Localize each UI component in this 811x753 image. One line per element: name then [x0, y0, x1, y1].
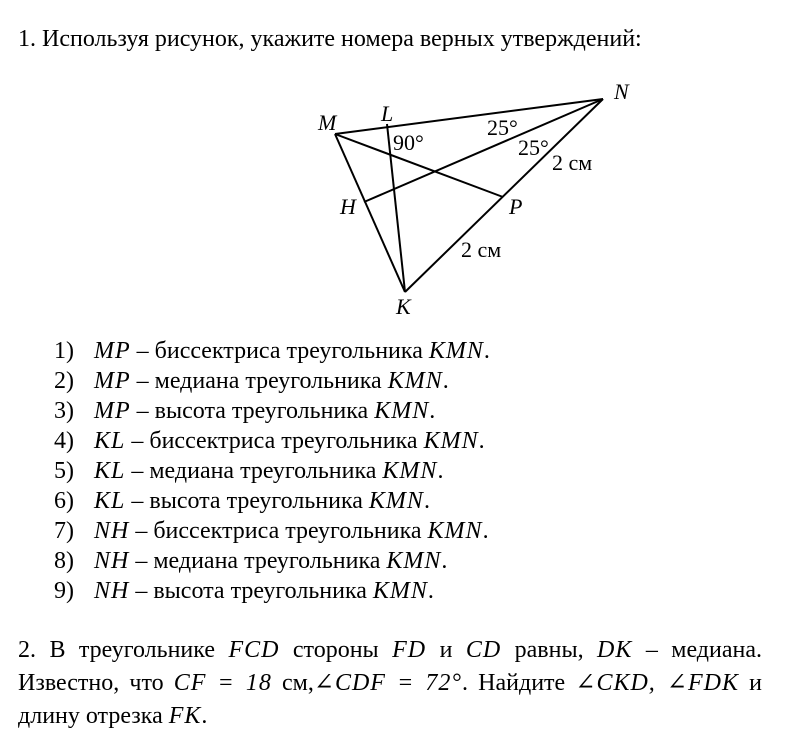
- task-1-prompt: 1. Используя рисунок, укажите номера верных утверждений:: [18, 26, 642, 52]
- triangle-name: KMN: [368, 488, 424, 514]
- triangle-figure: [0, 0, 811, 340]
- period: .: [482, 518, 489, 544]
- triangle-name: KMN: [372, 578, 428, 604]
- dash: –: [125, 488, 150, 514]
- segment-name: NH: [94, 578, 130, 604]
- item-number: 4): [54, 428, 74, 454]
- segment-name: KL: [94, 458, 126, 484]
- triangle-name: KMN: [386, 548, 442, 574]
- dash: –: [130, 398, 155, 424]
- segment-name: KL: [94, 488, 126, 514]
- list-item: [54, 456, 490, 486]
- point-label-p: P: [509, 194, 523, 219]
- point-label-n: N: [614, 79, 629, 104]
- task-2-text: .: [201, 703, 208, 729]
- segment-name: MP: [94, 338, 131, 364]
- period: .: [423, 488, 430, 514]
- triangle-name: KMN: [428, 338, 484, 364]
- triangle-name: KMN: [427, 518, 483, 544]
- list-item: [54, 426, 490, 456]
- task-2-text: Известно, что: [18, 670, 174, 696]
- point-label-l: L: [381, 101, 394, 126]
- angles-to-find: ∠CKD, ∠FDK: [575, 670, 740, 696]
- segment-name: MP: [94, 398, 131, 424]
- item-number: 2): [54, 368, 74, 394]
- statement-text: биссектриса треугольника: [149, 428, 424, 454]
- segment-name: CD: [465, 637, 502, 663]
- segment-name: FD: [392, 637, 427, 663]
- statement-text: высота треугольника: [154, 398, 375, 424]
- point-label-k: K: [396, 294, 411, 319]
- period: .: [441, 548, 448, 574]
- period: .: [427, 578, 434, 604]
- list-item: [54, 336, 490, 366]
- statement-list: [54, 336, 490, 606]
- period: .: [478, 428, 485, 454]
- statement-text: медиана треугольника: [149, 458, 383, 484]
- task-2-text: равны,: [501, 637, 598, 663]
- task-2-text: и: [426, 637, 466, 663]
- point-label-h: H: [340, 194, 356, 219]
- segment-name: KL: [94, 428, 126, 454]
- task-2-text: . Найдите: [462, 670, 576, 696]
- dash: –: [130, 338, 155, 364]
- angle-label-90: 90°: [393, 130, 424, 155]
- period: .: [437, 458, 444, 484]
- dash: –: [129, 518, 154, 544]
- list-item: [54, 516, 490, 546]
- item-number: 6): [54, 488, 74, 514]
- period: .: [483, 338, 490, 364]
- dash: –: [125, 458, 150, 484]
- equation: CF = 18: [173, 670, 272, 696]
- dash: –: [129, 578, 154, 604]
- dash: –: [130, 368, 155, 394]
- task-2-text: см,: [271, 670, 314, 696]
- list-item: [54, 546, 490, 576]
- period: .: [442, 368, 449, 394]
- dash: –: [129, 548, 154, 574]
- angle-label-25-top: 25°: [487, 115, 518, 140]
- task-2-text: и: [739, 670, 763, 696]
- triangle-name: KMN: [423, 428, 479, 454]
- list-item: [54, 366, 490, 396]
- statement-text: высота треугольника: [153, 578, 373, 604]
- period: .: [429, 398, 436, 424]
- point-label-m: M: [318, 110, 337, 135]
- segment-name: MP: [94, 368, 131, 394]
- task-2-text: стороны: [279, 637, 393, 663]
- triangle-name: FCD: [228, 637, 280, 663]
- length-label-pk: 2 см: [461, 237, 502, 262]
- length-label-np: 2 см: [552, 150, 593, 175]
- statement-text: медиана треугольника: [153, 548, 387, 574]
- task-2-text: 2. В треугольнике: [18, 637, 229, 663]
- statement-text: высота треугольника: [149, 488, 369, 514]
- task-2: [18, 634, 762, 733]
- statement-text: медиана треугольника: [154, 368, 388, 394]
- list-item: [54, 396, 490, 426]
- angle-label-25-bottom: 25°: [518, 135, 549, 160]
- triangle-name: KMN: [374, 398, 430, 424]
- item-number: 7): [54, 518, 74, 544]
- item-number: 3): [54, 398, 74, 424]
- item-number: 9): [54, 578, 74, 604]
- item-number: 5): [54, 458, 74, 484]
- item-number: 1): [54, 338, 74, 364]
- task-2-paragraph: [18, 634, 762, 733]
- statement-text: биссектриса треугольника: [153, 518, 428, 544]
- triangle-name: KMN: [382, 458, 438, 484]
- segment-name: FK: [168, 703, 202, 729]
- list-item: [54, 576, 490, 606]
- dash: –: [125, 428, 150, 454]
- segment-name: NH: [94, 518, 130, 544]
- task-2-text: – медиана.: [632, 637, 763, 663]
- triangle-name: KMN: [387, 368, 443, 394]
- item-number: 8): [54, 548, 74, 574]
- segment-name: DK: [597, 637, 633, 663]
- statement-text: биссектриса треугольника: [154, 338, 429, 364]
- equation: ∠CDF = 72°: [313, 670, 463, 696]
- task-2-text: длину отрезка: [18, 703, 169, 729]
- segment-name: NH: [94, 548, 130, 574]
- list-item: [54, 486, 490, 516]
